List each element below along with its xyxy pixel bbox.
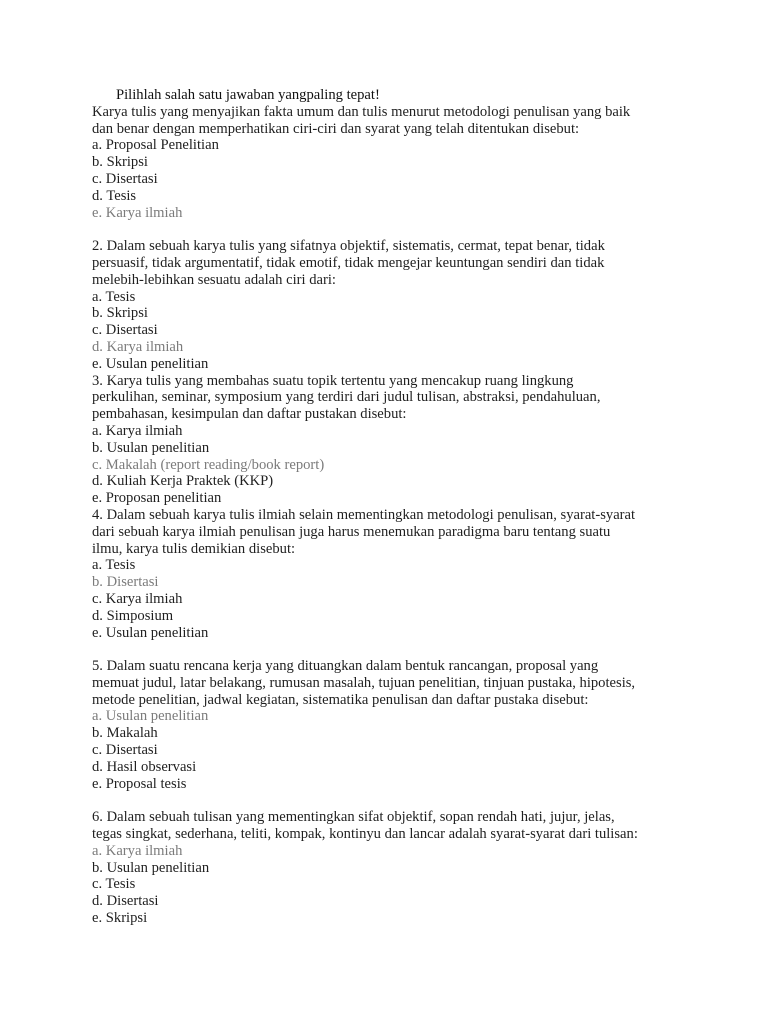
question-text-line: 5. Dalam suatu rencana kerja yang dituangkan dalam bentuk rancangan, proposal yang <box>92 658 599 675</box>
question-text-line: memuat judul, latar belakang, rumusan masalah, tujuan penelitian, tinjuan pustaka, hipotesis, <box>92 674 636 691</box>
answer-option: a. Tesis <box>92 288 136 305</box>
question-text-line: 4. Dalam sebuah karya tulis ilmiah selain mementingkan metodologi penulisan, syarat-syarat <box>92 506 636 523</box>
answer-option: e. Proposan penelitian <box>92 490 222 507</box>
question-block <box>92 373 692 507</box>
question-block <box>92 104 692 238</box>
answer-option: a. Karya ilmiah <box>92 422 183 439</box>
question-list <box>92 104 692 927</box>
answer-option: c. Tesis <box>92 876 136 893</box>
question-block <box>92 507 692 658</box>
answer-option-highlighted: a. Usulan penelitian <box>92 708 209 725</box>
answer-option: e. Usulan penelitian <box>92 355 209 372</box>
answer-option: c. Disertasi <box>92 322 158 339</box>
answer-option: e. Skripsi <box>92 910 148 927</box>
question-text-line: ilmu, karya tulis demikian disebut: <box>92 540 296 557</box>
answer-option-highlighted: e. Karya ilmiah <box>92 204 183 221</box>
question-text-line: metode penelitian, jadwal kegiatan, sistematika penulisan dan daftar pustaka disebut: <box>92 691 589 708</box>
document-body <box>92 87 692 927</box>
answer-option: e. Usulan penelitian <box>92 624 209 641</box>
answer-option: b. Skripsi <box>92 305 148 322</box>
paragraph-spacer <box>92 221 692 238</box>
question-block <box>92 809 692 927</box>
question-text-line: 2. Dalam sebuah karya tulis yang sifatnya objektif, sistematis, cermat, tepat benar, tidak <box>92 238 605 255</box>
question-text-line: dari sebuah karya ilmiah penulisan juga harus menemukan paradigma baru tentang suatu <box>92 523 611 540</box>
question-text-line: perkulihan, seminar, symposium yang terdiri dari judul tulisan, abstraksi, pendahuluan, <box>92 389 601 406</box>
answer-option: d. Kuliah Kerja Praktek (KKP) <box>92 473 274 490</box>
answer-option: b. Usulan penelitian <box>92 439 210 456</box>
question-text-line: 3. Karya tulis yang membahas suatu topik tertentu yang mencakup ruang lingkung <box>92 372 574 389</box>
question-text-line: melebih-lebihkan sesuatu adalah ciri dari: <box>92 271 336 288</box>
question-text-line: persuasif, tidak argumentatif, tidak emotif, tidak mengejar keuntungan sendiri dan tidak <box>92 254 605 271</box>
answer-option: b. Usulan penelitian <box>92 859 210 876</box>
answer-option-highlighted: a. Karya ilmiah <box>92 842 183 859</box>
answer-option: d. Simposium <box>92 607 174 624</box>
answer-option: e. Proposal tesis <box>92 775 187 792</box>
answer-option: a. Tesis <box>92 557 136 574</box>
question-block <box>92 658 692 809</box>
answer-option: c. Disertasi <box>92 170 158 187</box>
answer-option-highlighted: b. Disertasi <box>92 574 159 591</box>
question-text-line: tegas singkat, sederhana, teliti, kompak, kontinyu dan lancar adalah syarat-syarat dari tulisan: <box>92 826 638 843</box>
question-text-line: 6. Dalam sebuah tulisan yang mementingkan sifat objektif, sopan rendah hati, jujur, jelas, <box>92 809 615 826</box>
question-text-line: Karya tulis yang menyajikan fakta umum dan tulis menurut metodologi penulisan yang baik <box>92 103 631 120</box>
answer-option: b. Skripsi <box>92 154 148 171</box>
question-block <box>92 238 692 372</box>
answer-option-highlighted: c. Makalah (report reading/book report) <box>92 456 325 473</box>
answer-option: d. Disertasi <box>92 893 159 910</box>
question-text-line: pembahasan, kesimpulan dan daftar pustakan disebut: <box>92 406 407 423</box>
answer-option: b. Makalah <box>92 725 158 742</box>
answer-option: d. Hasil observasi <box>92 758 197 775</box>
answer-option: a. Proposal Penelitian <box>92 137 219 154</box>
question-text-line: dan benar dengan memperhatikan ciri-ciri dan syarat yang telah ditentukan disebut: <box>92 120 580 137</box>
instruction-heading: Pilihlah salah satu jawaban yangpaling tepat! <box>116 87 380 103</box>
answer-option-highlighted: d. Karya ilmiah <box>92 338 184 355</box>
answer-option: c. Karya ilmiah <box>92 590 183 607</box>
answer-option: d. Tesis <box>92 187 137 204</box>
paragraph-spacer <box>92 641 692 658</box>
answer-option: c. Disertasi <box>92 742 158 759</box>
paragraph-spacer <box>92 792 692 809</box>
